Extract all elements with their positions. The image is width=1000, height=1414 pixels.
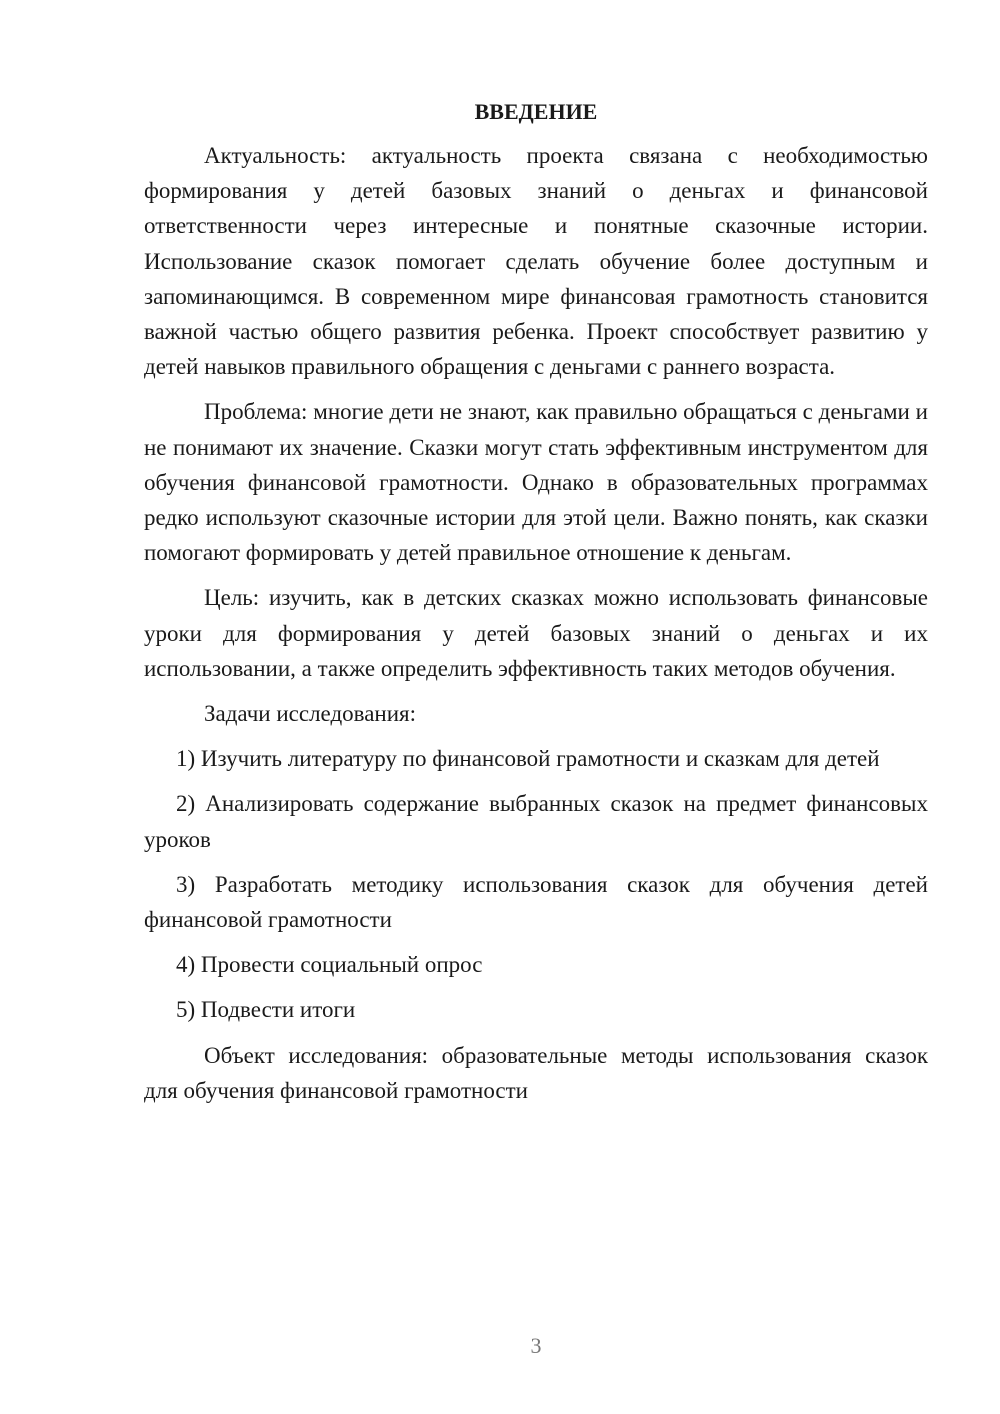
page-number: 3 [530, 1333, 542, 1358]
paragraph-goal: Цель: изучить, как в детских сказках можно использовать финансовые уроки для формирования у детей базовых знаний о деньгах и их использовании, а также определить эффективность таких методов обучения. [144, 585, 928, 681]
task-item: 4) Провести социальный опрос [176, 952, 483, 978]
task-item: 3) Разработать методику использования сказок для обучения детей финансовой грамотности [144, 871, 928, 933]
paragraph-tasks-heading: Задачи исследования: [204, 701, 417, 727]
paragraph-object: Объект исследования: образовательные методы использования сказок для обучения финансовой грамотности [144, 1042, 928, 1103]
task-item: 1) Изучить литературу по финансовой грамотности и сказкам для детей [176, 746, 880, 772]
paragraph-relevance: Актуальность: актуальность проекта связана с необходимостью формирования у детей базовых знаний о деньгах и финансовой ответственности через интересные и понятные сказочные истории. Использование сказок помогает сделать обучение более доступным и запоминающимся. В современном мире финансовая грамотность становится важной частью общего развития ребенка. Проект способствует развитию у детей навыков правильного обращения с деньгами с раннего возраста. [144, 143, 928, 380]
task-item: 5) Подвести итоги [176, 997, 356, 1023]
task-item: 2) Анализировать содержание выбранных сказок на предмет финансовых уроков [144, 791, 928, 852]
paragraph-problem: Проблема: многие дети не знают, как правильно обращаться с деньгами и не понимают их значение. Сказки могут стать эффективным инструментом для обучения финансовой грамотности. Однако в образовательных программах редко используют сказочные истории для этой цели. Важно понять, как сказки помогают формировать у детей правильное отношение к деньгам. [144, 399, 928, 566]
section-title: ВВЕДЕНИЕ [474, 99, 598, 124]
document-page [144, 96, 928, 1118]
